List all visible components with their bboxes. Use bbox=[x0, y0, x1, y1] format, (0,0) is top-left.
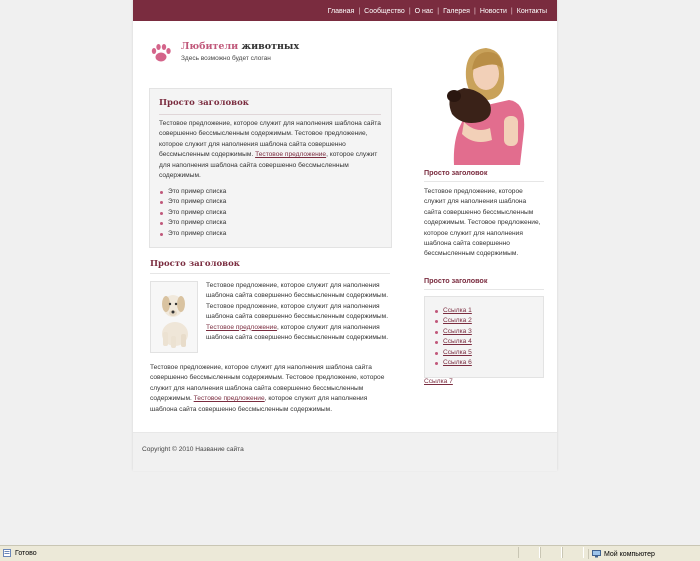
puppy-image bbox=[150, 281, 198, 353]
text-segment: Тестовое предложение, которое служит для наполнения шаблона сайта совершенно бессмысленным содержимым. Тестовое предложение, которое служит для наполнения шаблона сайта совершенно бессмысленным содержимым. bbox=[159, 120, 381, 159]
page-icon bbox=[3, 549, 11, 557]
example-list bbox=[159, 187, 226, 239]
text-segment: , которое служит для наполнения шаблона сайта совершенно бессмысленным содержимым. bbox=[159, 151, 378, 180]
status-panel bbox=[518, 547, 540, 558]
text-segment: Тестовое предложение, которое служит для наполнения шаблона сайта совершенно бессмысленным содержимым. Тестовое предложение, которое служит для наполнения шаблона сайта совершенно бессмысленным содержимым. bbox=[206, 282, 389, 321]
section-text bbox=[150, 363, 390, 415]
list-item: Это пример списка bbox=[159, 197, 226, 207]
browser-status-bar bbox=[0, 545, 700, 561]
list-item bbox=[434, 327, 472, 337]
content-box-heading: Просто заголовок bbox=[159, 98, 249, 108]
top-navigation bbox=[328, 6, 547, 16]
status-zone bbox=[588, 549, 655, 559]
site-title-part1: Любители bbox=[181, 41, 239, 52]
section-text bbox=[206, 281, 392, 343]
nav-news[interactable]: Новости bbox=[479, 7, 507, 15]
sidebar-link-7[interactable]: Ссылка 7 bbox=[424, 378, 453, 385]
divider bbox=[424, 181, 544, 182]
status-panel bbox=[540, 547, 562, 558]
nav-separator: | bbox=[510, 7, 513, 15]
list-item: Это пример списка bbox=[159, 229, 226, 239]
status-zone-text: Мой компьютер bbox=[604, 550, 655, 558]
sidebar-text: Тестовое предложение, которое служит для наполнения шаблона сайта совершенно бессмысленным содержимым. Тестовое предложение, которое служит для наполнения шаблона сайта совершенно бессмысленным содержимым. bbox=[424, 188, 541, 258]
list-item bbox=[434, 358, 472, 368]
list-item bbox=[434, 306, 472, 316]
status-panel bbox=[562, 547, 584, 558]
divider bbox=[150, 273, 390, 274]
top-bar bbox=[133, 0, 557, 21]
nav-separator: | bbox=[437, 7, 440, 15]
list-item: Это пример списка bbox=[159, 218, 226, 228]
sidebar-link-list bbox=[434, 306, 472, 368]
woman-with-puppy-icon bbox=[424, 30, 544, 165]
sidebar-link-4[interactable]: Ссылка 4 bbox=[443, 338, 472, 346]
list-item: Это пример списка bbox=[159, 208, 226, 218]
site-logo[interactable] bbox=[150, 41, 350, 71]
sidebar-link-6[interactable]: Ссылка 6 bbox=[443, 359, 472, 367]
inline-link[interactable]: Тестовое предложение bbox=[255, 151, 327, 159]
inline-link[interactable]: Тестовое предложение bbox=[206, 323, 278, 331]
site-page bbox=[133, 0, 557, 470]
content-box-text bbox=[159, 119, 381, 181]
nav-contacts[interactable]: Контакты bbox=[516, 7, 547, 15]
list-item bbox=[434, 337, 472, 347]
sidebar-link-5[interactable]: Ссылка 5 bbox=[443, 348, 472, 356]
sidebar-link-1[interactable]: Ссылка 1 bbox=[443, 307, 472, 314]
nav-about[interactable]: О нас bbox=[414, 7, 434, 15]
site-title-part2: животных bbox=[241, 41, 300, 52]
text-segment: , которое служит для наполнения шаблона сайта совершенно бессмысленным содержимым. bbox=[206, 323, 389, 342]
status-panels bbox=[518, 547, 584, 559]
nav-separator: | bbox=[408, 7, 411, 15]
site-footer bbox=[133, 432, 557, 471]
section-heading: Просто заголовок bbox=[150, 259, 240, 269]
footer-copyright: Copyright © 2010 Название сайта bbox=[142, 446, 244, 453]
list-item bbox=[434, 348, 472, 358]
status-left bbox=[3, 549, 37, 557]
woman-with-puppy-image bbox=[424, 30, 544, 165]
site-title bbox=[181, 41, 299, 52]
nav-gallery[interactable]: Галерея bbox=[443, 7, 470, 15]
sidebar-heading: Просто заголовок bbox=[424, 168, 488, 177]
puppy-icon bbox=[151, 282, 197, 352]
sidebar-link-box bbox=[424, 296, 544, 378]
nav-separator: | bbox=[358, 7, 361, 15]
divider bbox=[424, 289, 544, 290]
inline-link[interactable]: Тестовое предложение bbox=[193, 395, 265, 403]
nav-home[interactable]: Главная bbox=[327, 7, 355, 15]
text-segment: Тестовое предложение, которое служит для наполнения шаблона сайта совершенно бессмысленным содержимым. Тестовое предложение, которое служит для наполнения шаблона сайта совершенно бессмысленным содержимым. bbox=[150, 364, 385, 403]
nav-community[interactable]: Сообщество bbox=[364, 7, 405, 15]
sidebar-link-2[interactable]: Ссылка 2 bbox=[443, 317, 472, 325]
sidebar-link-3[interactable]: Ссылка 3 bbox=[443, 327, 472, 335]
sidebar-heading: Просто заголовок bbox=[424, 276, 488, 285]
nav-separator: | bbox=[473, 7, 476, 15]
divider bbox=[159, 114, 381, 115]
list-item: Это пример списка bbox=[159, 187, 226, 197]
status-text: Готово bbox=[15, 549, 37, 557]
content-box bbox=[149, 88, 392, 248]
paw-icon bbox=[150, 42, 172, 64]
site-slogan: Здесь возможно будет слоган bbox=[181, 55, 271, 62]
text-segment: , которое служит для наполнения шаблона сайта совершенно бессмысленным содержимым. bbox=[150, 395, 368, 413]
list-item bbox=[434, 316, 472, 326]
computer-icon bbox=[592, 550, 601, 558]
